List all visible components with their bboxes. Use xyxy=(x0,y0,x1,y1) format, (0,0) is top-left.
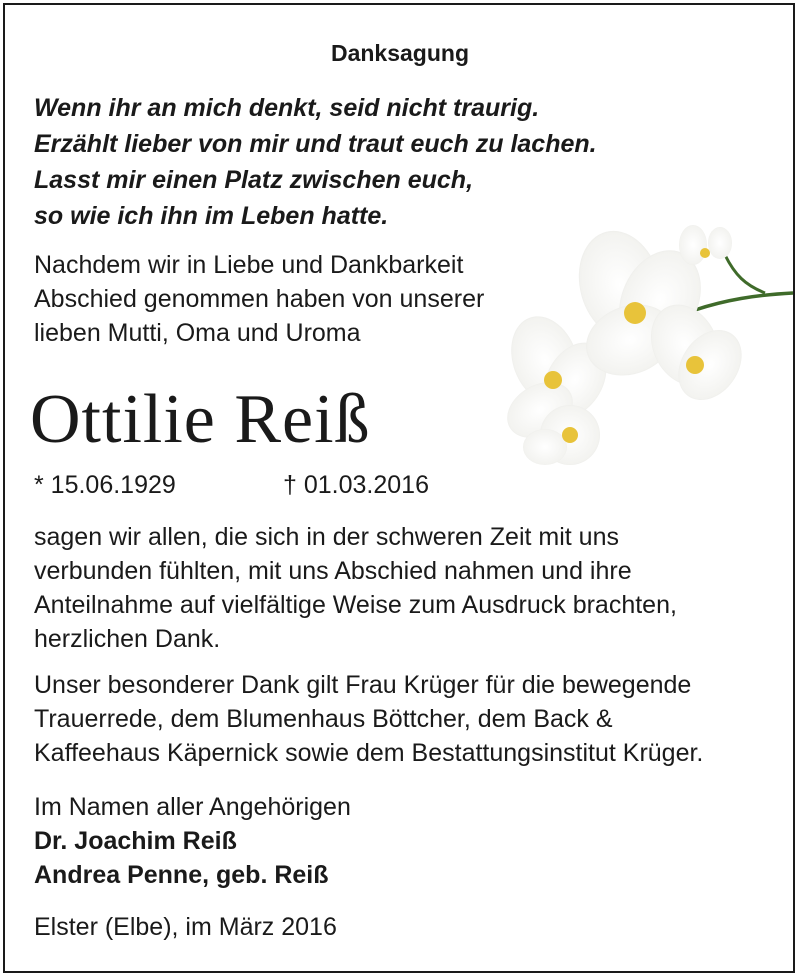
deceased-name: Ottilie Reiß xyxy=(30,381,371,458)
on-behalf-line: Im Namen aller Angehörigen xyxy=(34,793,351,821)
signatory: Dr. Joachim Reiß xyxy=(34,827,237,855)
intro-line: Nachdem wir in Liebe und Dankbarkeit xyxy=(34,251,464,279)
thanks-line: sagen wir allen, die sich in der schweren Zeit mit uns xyxy=(34,523,619,551)
poem-line: Erzählt lieber von mir und traut euch zu lachen. xyxy=(34,130,597,158)
intro-line: lieben Mutti, Oma und Uroma xyxy=(34,319,361,347)
special-thanks-line: Unser besonderer Dank gilt Frau Krüger für die bewegende xyxy=(34,671,692,699)
intro-line: Abschied genommen haben von unserer xyxy=(34,285,485,313)
poem-line: so wie ich ihn im Leben hatte. xyxy=(34,202,389,230)
thanks-line: Anteilnahme auf vielfältige Weise zum Ausdruck brachten, xyxy=(34,591,677,619)
poem-line: Lasst mir einen Platz zwischen euch, xyxy=(34,166,474,194)
signatory: Andrea Penne, geb. Reiß xyxy=(34,861,329,889)
place-date: Elster (Elbe), im März 2016 xyxy=(34,913,337,941)
poem-line: Wenn ihr an mich denkt, seid nicht traurig. xyxy=(34,94,540,122)
death-date: † 01.03.2016 xyxy=(283,471,429,499)
thanks-line: verbunden fühlten, mit uns Abschied nahmen und ihre xyxy=(34,557,632,585)
special-thanks-line: Trauerrede, dem Blumenhaus Böttcher, dem Back & xyxy=(34,705,613,733)
thanks-line: herzlichen Dank. xyxy=(34,625,221,653)
birth-date: * 15.06.1929 xyxy=(34,471,176,499)
orchid-bud xyxy=(679,225,732,265)
orchid-branch-image xyxy=(495,215,795,470)
special-thanks-line: Kaffeehaus Käpernick sowie dem Bestattungsinstitut Krüger. xyxy=(34,739,704,767)
notice-heading: Danksagung xyxy=(330,40,470,66)
